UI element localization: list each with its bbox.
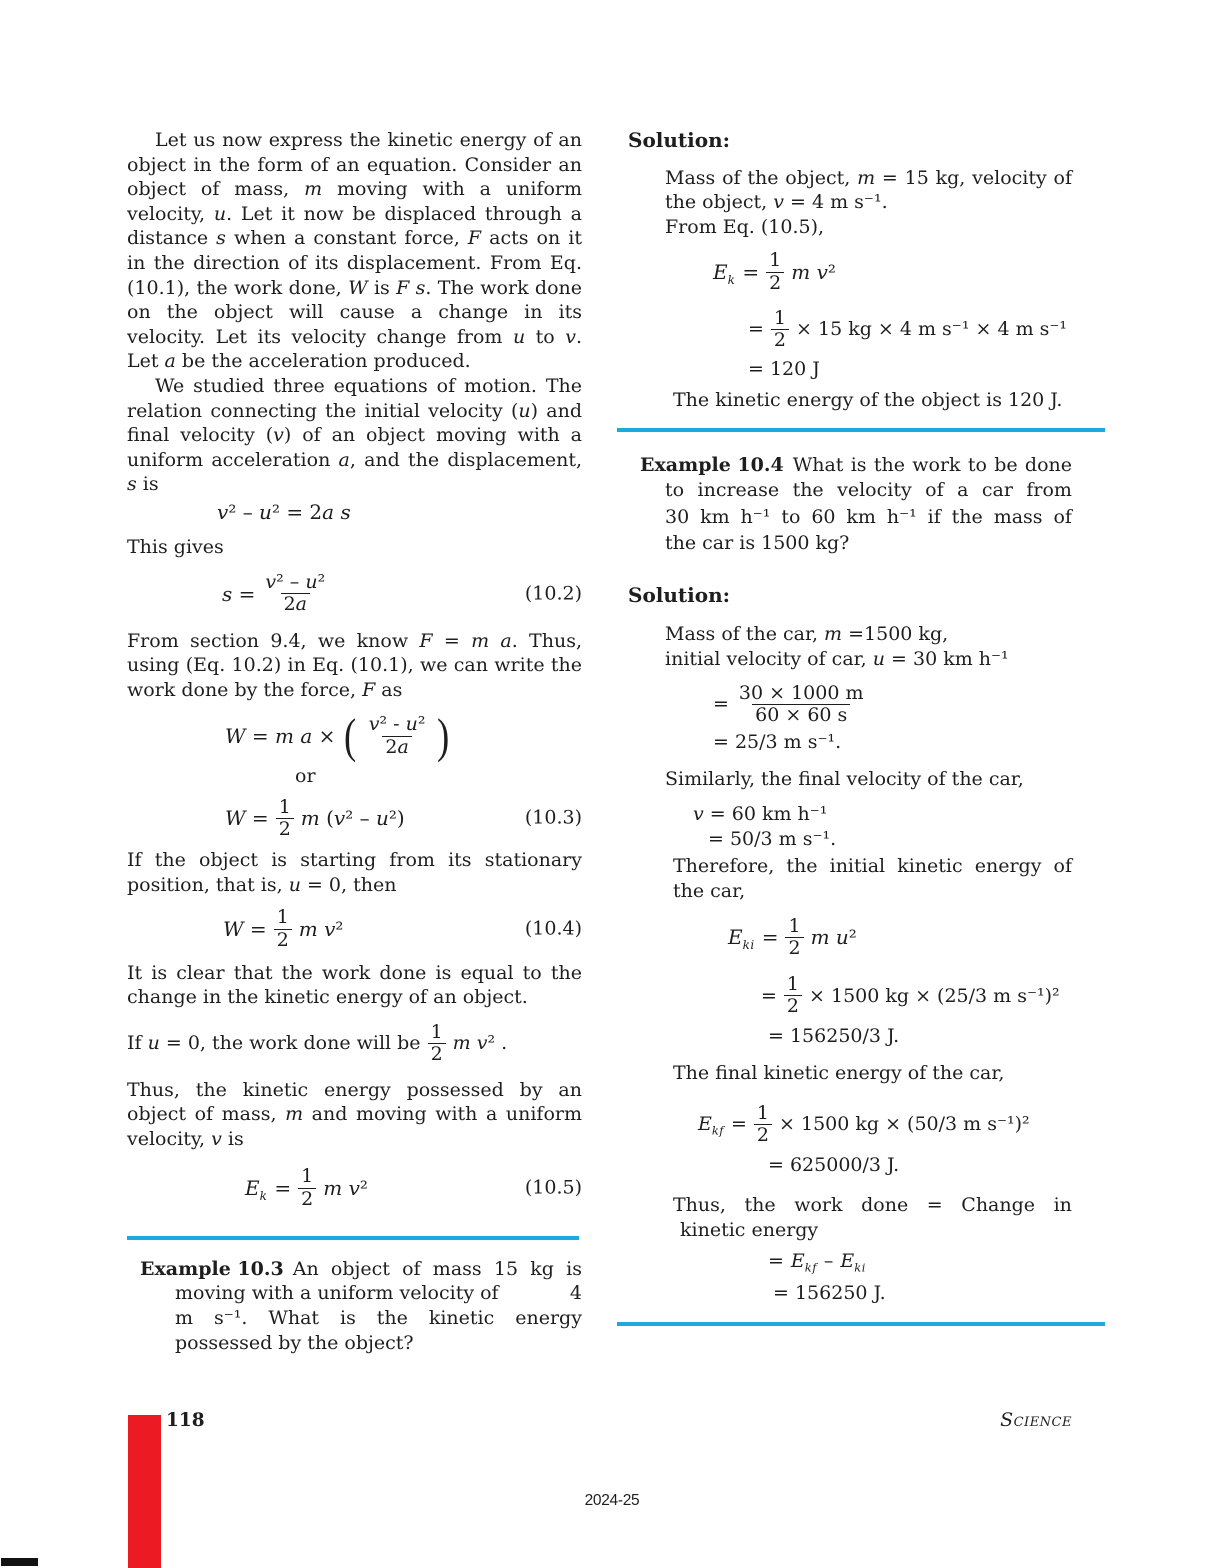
- solution-text: Thus, the work done = Change in: [673, 1193, 1072, 1216]
- paragraph: It is clear that the work done is equal to the change in the kinetic energy of an object.: [127, 961, 582, 1009]
- example-10-3: Example 10.3 An object of mass 15 kg is moving with a uniform velocity of 4 m s⁻¹. What is the kinetic energy possessed by the object?: [140, 1257, 582, 1354]
- equation-number: (10.5): [524, 1176, 582, 1199]
- example-line: moving with a uniform velocity of 4: [175, 1282, 582, 1305]
- solution-text: Mass of the car, m =1500 kg,: [665, 623, 949, 646]
- equation-number: (10.4): [524, 917, 582, 940]
- fraction: $\frac{1}{2}$: [771, 308, 789, 352]
- paragraph: We studied three equations of motion. The relation connecting the initial velocity (u) and final velocity (v) of an object moving with a uniform acceleration a, and the displacement, s is: [127, 374, 583, 496]
- example-line: possessed by the object?: [175, 1331, 414, 1354]
- example-divider-rule: [617, 428, 1105, 432]
- equation-motion: v² – u² = 2a s: [217, 499, 351, 524]
- equation-10-2: s = $\frac{\text{v² – u²}}{2a}$ (10.2): [222, 571, 582, 616]
- equation-eki-step: = $\frac{1}{2}$ × 1500 kg × (25/3 m s⁻¹)²: [761, 973, 1060, 1018]
- equation-line: v = 60 km h⁻¹: [693, 803, 828, 826]
- equation-work-done: = $E_{kf}$ – $E_{ki}$: [768, 1250, 866, 1275]
- equation-conversion: = $\frac{30 \times 1000 m}{60 \times 60 s}$: [628, 683, 1072, 727]
- example-label: Example 10.4: [640, 453, 784, 476]
- fraction: $\frac{\text{v² – u²}}{2a}$: [265, 571, 326, 616]
- year-watermark: 2024-25: [584, 1492, 640, 1509]
- fraction: $\frac{30 \times 1000 m}{60 \times 60 s}$: [738, 681, 864, 726]
- solution-text: The final kinetic energy of the car,: [673, 1062, 1005, 1085]
- solution-heading: Solution:: [628, 128, 731, 152]
- example-line: 30 km h⁻¹ to 60 km h⁻¹ if the mass of: [665, 505, 1072, 528]
- paragraph: Thus, the kinetic energy possessed by an object of mass, m and moving with a uniform velocity, v is: [127, 1078, 582, 1150]
- inline-fraction-sentence: If u = 0, the work done will be $\frac{1}{2}$ m v² .: [127, 1020, 508, 1066]
- example-label: Example 10.3: [140, 1257, 284, 1280]
- example-divider-rule: [617, 1322, 1105, 1326]
- equation-result: = 120 J: [748, 358, 820, 381]
- book-title: Science: [1000, 1409, 1072, 1431]
- example-line: the car is 1500 kg?: [665, 532, 850, 555]
- solution-heading: Solution:: [628, 582, 731, 607]
- fraction: $\frac{1}{2}$: [298, 1166, 316, 1210]
- fraction: $\frac{1}{2}$: [784, 974, 802, 1018]
- equation-work: W = m a × ( $\frac{\text{v² - u²}}{2a}$ ): [225, 708, 450, 764]
- equation-eki: $E_{ki}$ = $\frac{1}{2}$ m u²: [728, 914, 857, 959]
- equation-line: = 50/3 m s⁻¹.: [708, 827, 837, 850]
- paragraph: If the object is starting from its stationary position, that is, u = 0, then: [127, 849, 582, 896]
- equation-10-4: W = $\frac{1}{2}$ m v² (10.4): [223, 906, 582, 951]
- page-number: 118: [166, 1410, 205, 1431]
- fraction: $\frac{1}{2}$: [754, 1103, 772, 1147]
- equation-10-5: $E_k$ = $\frac{1}{2}$ m v² (10.5): [245, 1165, 582, 1210]
- fraction: $\frac{1}{2}$: [428, 1022, 446, 1066]
- conclusion-text: The kinetic energy of the object is 120 J.: [673, 389, 1063, 412]
- equation-ekf: $E_{kf}$ = $\frac{1}{2}$ × 1500 kg × (50/3 m s⁻¹)²: [698, 1101, 1030, 1147]
- fraction: $\frac{1}{2}$: [276, 797, 294, 841]
- fraction: $\frac{1}{2}$: [766, 250, 784, 294]
- equation-10-3: W = $\frac{1}{2}$ m (v² – u²) (10.3): [225, 795, 582, 840]
- fraction: $\frac{\text{v² - u²}}{2a}$: [368, 713, 426, 758]
- solution-text: From Eq. (10.5),: [665, 215, 825, 238]
- equation-number: (10.2): [524, 582, 582, 605]
- solution-text: kinetic energy: [680, 1218, 819, 1241]
- example-line: m s⁻¹. What is the kinetic energy: [175, 1307, 582, 1329]
- equation-ek-step: = $\frac{1}{2}$ × 15 kg × 4 m s⁻¹ × 4 m s⁻¹: [748, 306, 1068, 352]
- equation-number: (10.3): [524, 807, 582, 829]
- paragraph: From section 9.4, we know F = m a. Thus, using (Eq. 10.2) in Eq. (10.1), we can write the work done by the force, F as: [127, 629, 582, 701]
- corner-print-mark: [1, 1558, 38, 1566]
- lead-in-text: This gives: [127, 535, 224, 558]
- equation-result: = 156250/3 J.: [768, 1024, 900, 1047]
- example-line: to increase the velocity of a car from: [665, 479, 1072, 502]
- solution-text: Similarly, the final velocity of the car,: [665, 767, 1024, 790]
- solution-text: Mass of the object, m = 15 kg, velocity of the object, v = 4 m s⁻¹.: [665, 166, 1072, 214]
- solution-text: Therefore, the initial kinetic energy of the car,: [673, 855, 1072, 902]
- equation-result: = 625000/3 J.: [768, 1154, 900, 1177]
- equation-result: = 25/3 m s⁻¹.: [713, 731, 842, 754]
- example-10-4: Example 10.4 What is the work to be done to increase the velocity of a car from 30 km h⁻¹ to 60 km h⁻¹ if the mass of the car is 1500 kg?: [628, 453, 1072, 557]
- solution-text: initial velocity of car, u = 30 km h⁻¹: [665, 647, 1009, 670]
- equation-result: = 156250 J.: [773, 1281, 886, 1304]
- equation-ek: $E_k$ = $\frac{1}{2}$ m v²: [713, 249, 836, 294]
- or-word: or: [295, 764, 316, 787]
- left-column: [127, 128, 582, 1355]
- paragraph: Let us now express the kinetic energy of an object in the form of an equation. Consider an object of mass, m moving with a uniform velocity, u. Let it now be displaced through a distance s when a constant force, F acts on it in the direction of its displacement. From Eq. (10.1), the work done, W is F s. The work done on the object will cause a change in its velocity. Let its velocity change from u to v. Let a be the acceleration produced.: [127, 129, 583, 373]
- fraction: $\frac{1}{2}$: [785, 916, 803, 960]
- right-column: [628, 128, 1072, 1326]
- fraction: $\frac{1}{2}$: [274, 907, 292, 951]
- example-divider-rule: [127, 1236, 579, 1240]
